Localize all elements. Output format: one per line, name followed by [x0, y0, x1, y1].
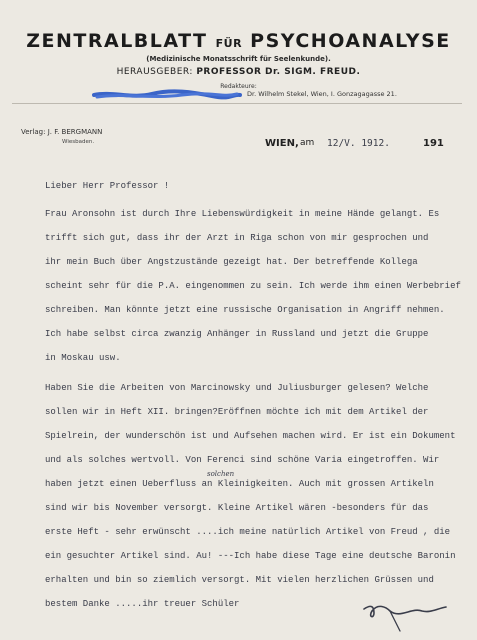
verlag-line: Verlag: J. F. BERGMANN [21, 128, 103, 136]
letter-line: trifft sich gut, dass ihr der Arzt in Riga schon von mir gesprochen und [45, 233, 429, 243]
letterhead-publisher [0, 67, 477, 77]
dateline-place: WIEN, [265, 138, 299, 149]
dateline-year-prefix: 191 [423, 138, 444, 149]
publisher-name: PROFESSOR Dr. SIGM. FREUD. [196, 67, 361, 77]
handwritten-signature [360, 593, 450, 633]
letterhead-divider [12, 103, 462, 104]
title-part-a: ZENTRALBLATT [26, 30, 208, 52]
letter-line: und als solches wertvoll. Von Ferenci sind schöne Varia eingetroffen. Wir [45, 455, 440, 465]
publisher-label: HERAUSGEBER: [116, 67, 193, 77]
letter-line: ihr mein Buch über Angstzustände gezeigt hat. Der betreffende Kollega [45, 257, 418, 267]
letter-line: ein gesuchter Artikel sind. Au! ---Ich habe diese Tage eine deutsche Baronin [45, 551, 456, 561]
letter-line: Ich habe selbst circa zwanzig Anhänger in Russland und jetzt die Gruppe [45, 329, 429, 339]
letter-line: in Moskau usw. [45, 353, 121, 363]
dateline-am: am [300, 138, 315, 148]
letter-line: erhalten und bin so ziemlich versorgt. Mit vielen herzlichen Grüssen und [45, 575, 434, 585]
salutation: Lieber Herr Professor ! [45, 181, 170, 191]
handwritten-insert: solchen [207, 470, 235, 478]
letterhead-subtitle: (Medizinische Monatsschrift für Seelenkunde). [146, 55, 331, 63]
verlag-city: Wiesbaden. [62, 139, 95, 145]
title-part-fuer: FÜR [215, 37, 243, 50]
redaction-scribble [92, 89, 242, 101]
letter-line: Haben Sie die Arbeiten von Marcinowsky und Juliusburger gelesen? Welche [45, 383, 429, 393]
letter-line: schreiben. Man könnte jetzt eine russische Organisation in Angriff nehmen. [45, 305, 445, 315]
dateline-date: 12/V. 1912. [327, 138, 390, 149]
letterhead-title [0, 30, 477, 52]
redaction-label: Redakteure: [220, 83, 257, 90]
letter-line: erste Heft - sehr erwünscht ....ich meine natürlich Artikel von Freud , die [45, 527, 451, 537]
letter-line: scheint sehr für die P.A. eingenommen zu sein. Ich werde ihm einen Werbebrief [45, 281, 461, 291]
letter-line: haben jetzt einen Ueberfluss an Kleinigkeiten. Auch mit grossen Artikeln [45, 479, 434, 489]
letter-line: Frau Aronsohn ist durch Ihre Liebenswürdigkeit in meine Hände gelangt. Es [45, 209, 440, 219]
editor-stekel: Dr. Wilhelm Stekel, Wien, I. Gonzagagasse 21. [247, 90, 397, 98]
letter-line: bestem Danke .....ihr treuer Schüler [45, 599, 240, 609]
letter-line: Spielrein, der wunderschön ist und Aufsehen machen wird. Er ist ein Dokument [45, 431, 456, 441]
letter-line: sollen wir in Heft XII. bringen?Eröffnen möchte ich mit dem Artikel der [45, 407, 429, 417]
title-part-b: PSYCHOANALYSE [250, 30, 451, 52]
letter-line: sind wir bis November versorgt. Kleine Artikel wären -besonders für das [45, 503, 429, 513]
